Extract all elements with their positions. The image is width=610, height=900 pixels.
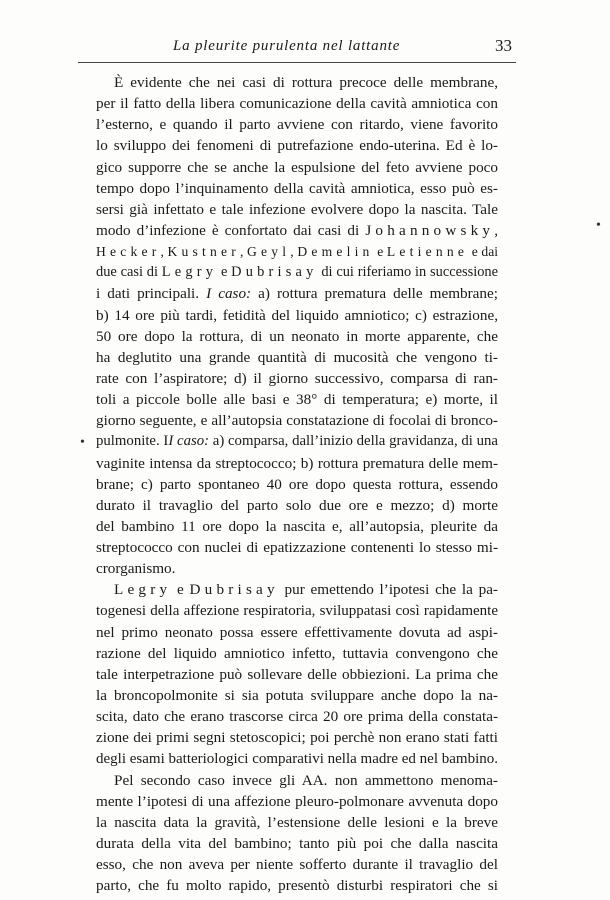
text-line: degli esami batteriologici comparativi nella madre ed nel bambino. (96, 750, 498, 767)
text-line: È evidente che nei casi di rottura precoce delle membrane, (114, 74, 498, 91)
text-line: togenesi della affezione respiratoria, sviluppatasi così rapidamente (96, 602, 498, 619)
text-line: crorganismo. (96, 560, 176, 578)
text-line: modo d’infezione è confortato dai casi di Johannowsky, (96, 221, 498, 239)
text-line: Pel secondo caso invece gli AA. non ammettono menoma- (114, 771, 498, 789)
text-line: zione dei primi segni stetoscopici; poi perchè non erano stati fatti (96, 729, 498, 747)
text-line: nel primo neonato possa essere effettivamente dovuta ad aspi- (96, 623, 498, 641)
margin-mark: • (596, 218, 601, 233)
text-line: Legry e Dubrisay pur emettendo l’ipotesi che la pa- (114, 581, 498, 599)
text-line: brane; c) parto spontaneo 40 ore dopo questa rottura, essendo (96, 475, 498, 493)
page-header (78, 36, 516, 63)
text-line: parto, che fu molto rapido, presentò disturbi respiratori che si (96, 877, 498, 895)
text-line: per il fatto della libera comunicazione della cavità amniotica con (96, 95, 498, 113)
text-line: gico supporre che se anche la espulsione del feto avviene poco (96, 158, 498, 176)
text-line: del bambino 11 ore dopo la nascita e, all’autopsia, pleurite da (96, 517, 498, 535)
text-line: sersi già infettato e tale infezione evolvere dopo la nascita. Tale (96, 200, 498, 218)
text-line: ha deglutito una grande quantità di mucosità che vengono ti- (96, 348, 498, 366)
text-line: razione del liquido amniotico infetto, tuttavia convengono che (96, 644, 498, 662)
text-line: rate con l’aspiratore; d) il giorno successivo, comparsa di ran- (96, 369, 498, 387)
text-line: la nascita data la gravità, l’estensione delle lesioni e la breve (96, 813, 498, 831)
text-line: durato il travaglio del parto solo due ore e mezzo; d) morte (96, 496, 498, 514)
text-line: lo sviluppo dei fenomeni di putrefazione endo-uterina. Ed è lo- (96, 137, 498, 155)
running-title: La pleurite purulenta nel lattante (173, 38, 401, 54)
text-line: pulmonite. II caso: a) comparsa, dall’inizio della gravidanza, di una (96, 433, 498, 450)
text-line: 50 ore dopo la rottura, di un neonato in morte apparente, che (96, 327, 498, 345)
text-line: i dati principali. I caso: a) rottura prematura delle membrane; (96, 285, 498, 303)
text-line: esso, che non aveva per niente sofferto durante il travaglio del (96, 856, 498, 874)
text-line: due casi di Legry e Dubrisay di cui riferiamo in successione (96, 264, 498, 281)
text-line: streptococco con nuclei di epatizzazione contenenti lo stesso mi- (96, 539, 498, 557)
text-line: toli a piccole bolle alle basi e 38° di temperatura; e) morte, il (96, 391, 498, 409)
text-line: durata della vita del bambino; tanto più poi che dalla nascita (96, 835, 498, 853)
text-line: b) 14 ore più tardi, fetidità del liquido amniotico; c) estrazione, (96, 306, 498, 324)
text-line: la broncopolmonite si sia potuta sviluppare anche dopo la na- (96, 687, 498, 705)
page-number: 33 (495, 36, 512, 55)
text-line: tempo dopo l’inquinamento della cavità amniotica, esso può es- (96, 179, 498, 197)
text-line: scita, dato che erano trascorse circa 20 ore prima della constata- (96, 708, 498, 726)
text-line: Hecker, Kustner, Geyl, Demelin e Letienne e dai (96, 244, 499, 260)
text-line: l’esterno, e quando il parto avviene con ritardo, viene favorito (96, 116, 498, 134)
text-line: vaginite intensa da streptococco; b) rottura prematura delle mem- (96, 454, 498, 472)
text-line: mente l’ipotesi di una affezione pleuro-polmonare avvenuta dopo (96, 792, 498, 810)
text-line: giorno seguente, e all’autopsia constatazione di focolai di bronco- (96, 412, 498, 430)
text-line: tale interpetrazione può sollevare delle obbiezioni. La prima che (96, 665, 498, 683)
body-text (96, 72, 498, 896)
margin-mark: • (80, 435, 85, 450)
